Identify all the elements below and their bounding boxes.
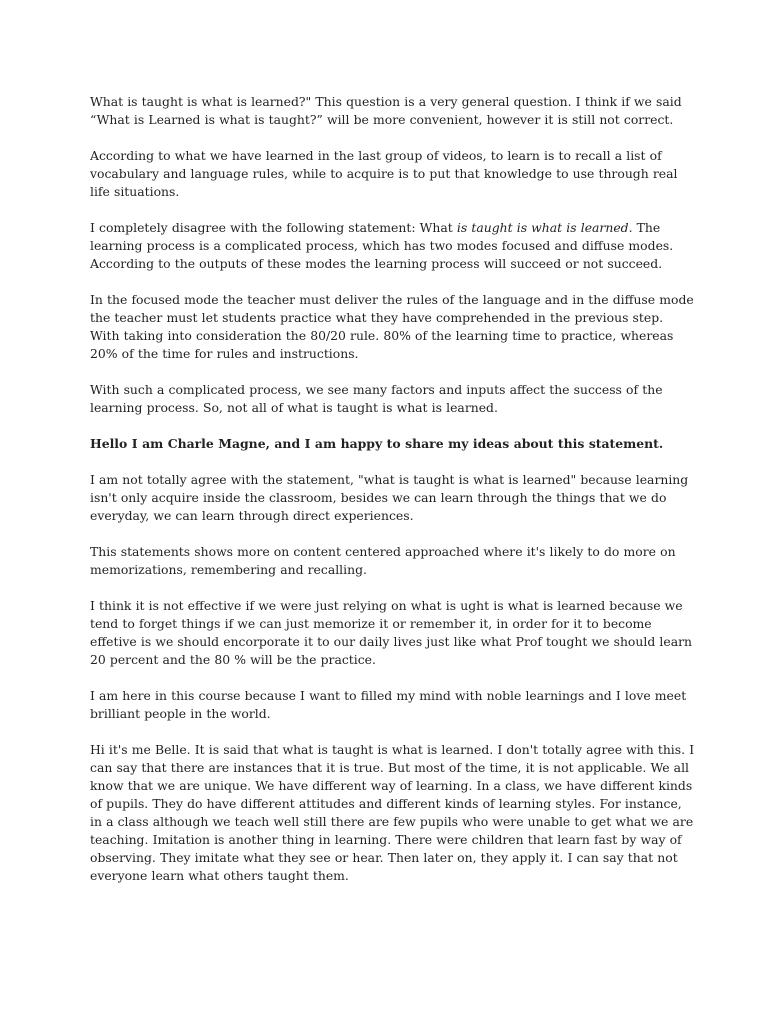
paragraph-intro: What is taught is what is learned?" This question is a very general question. I think if we said “What is Learned is what is taught?” will be more convenient, however it is still not correct.: [90, 94, 682, 127]
paragraph-modes: In the focused mode the teacher must deliver the rules of the language and in the diffuse mode the teacher must let students practice what they have comprehended in the previous step. With taking into consideration the 80/20 rule. 80% of the learning time to practice, whereas 20% of the time for rules and instructions.: [90, 292, 694, 361]
paragraph-course-reason: I am here in this course because I want to filled my mind with noble learnings and I love meet brilliant people in the world.: [90, 688, 687, 721]
paragraph-belle: Hi it's me Belle. It is said that what is taught is what is learned. I don't totally agree with this. I can say that there are instances that it is true. But most of the time, it is not applicable. We all know that we are unique. We have different way of learning. In a class, we have different kinds of pupils. They do have different attitudes and different kinds of learning styles. For instance, in a class although we teach well still there are few pupils who were unable to get what we are teaching. Imitation is another thing in learning. There were children that learn fast by way of observing. They imitate what they see or hear. Then later on, they apply it. I can say that not everyone learn what others taught them.: [90, 742, 695, 883]
paragraph-disagree-emphasis: is taught is what is learned.: [456, 220, 633, 235]
document-page: [90, 93, 695, 903]
paragraph-not-effective: I think it is not effective if we were just relying on what is ught is what is learned because we tend to forget things if we can just memorize it or remember it, in order for it to become effetive is we should encorporate it to our daily lives just like what Prof tought we should learn 20 percent and the 80 % will be the practice.: [90, 598, 692, 667]
paragraph-charle-greeting: Hello I am Charle Magne, and I am happy to share my ideas about this statement.: [90, 436, 664, 451]
paragraph-learn-vs-acquire: According to what we have learned in the last group of videos, to learn is to recall a list of vocabulary and language rules, while to acquire is to put that knowledge to use through real life situations.: [90, 148, 678, 199]
paragraph-disagree-start: I completely disagree with the following statement: What: [90, 220, 457, 235]
paragraph-content-centered: This statements shows more on content centered approached where it's likely to do more on memorizations, remembering and recalling.: [90, 544, 676, 577]
paragraph-conclusion: With such a complicated process, we see many factors and inputs affect the success of the learning process. So, not all of what is taught is what is learned.: [90, 382, 663, 415]
paragraph-disagree: [90, 219, 695, 273]
paragraph-charle-opinion: I am not totally agree with the statement, "what is taught is what is learned" because learning isn't only acquire inside the classroom, besides we can learn through the things that we do everyday, we can learn through direct experiences.: [90, 472, 689, 523]
paragraph-disagree-end: The learning process is a complicated process, which has two modes focused and diffuse modes. According to the outputs of these modes the learning process will succeed or not succeed.: [90, 220, 674, 271]
